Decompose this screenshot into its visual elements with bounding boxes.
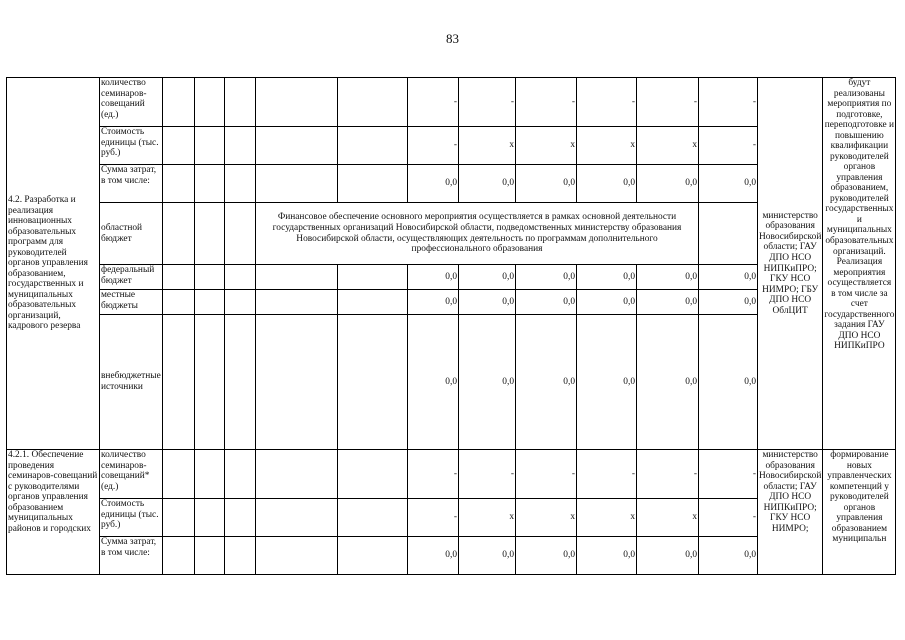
table-cell: 0,0	[459, 165, 516, 203]
table-cell: x	[637, 499, 699, 537]
table-cell: x	[516, 127, 577, 165]
table-cell: -	[699, 127, 758, 165]
table-cell: 0,0	[459, 315, 516, 450]
table-cell: 0,0	[516, 315, 577, 450]
table-cell: 0,0	[516, 537, 577, 575]
table-cell: 0,0	[459, 537, 516, 575]
table-cell: 0,0	[408, 165, 459, 203]
table-cell: -	[699, 499, 758, 537]
table-cell: 0,0	[699, 165, 758, 203]
table-cell: 0,0	[459, 265, 516, 290]
activity-title: 4.2. Разработка и реализация инновационных образовательных программ для руководителей органов управления образованием, государственных и муниципальных образовательных организаций, кадрового резерва	[7, 78, 100, 450]
table-cell: 0,0	[637, 165, 699, 203]
table-cell: 0,0	[577, 165, 637, 203]
table-cell: x	[637, 127, 699, 165]
table-cell: 0,0	[699, 265, 758, 290]
table-row	[7, 450, 896, 499]
indicator-label: количество семинаров-совещаний (ед.)	[100, 78, 163, 127]
expected-result-cell: будут реализованы мероприятия по подготовке, переподготовке и повышению квалификации руководителей органов управления образованием, руководителей государственных и муниципальных образовательных организаций. Реализация мероприятия осуществляется в том числе за счет государственного задания ГАУ ДПО НСО НИПКиПРО	[823, 78, 896, 450]
table-cell: 0,0	[408, 537, 459, 575]
table-cell: 0,0	[516, 265, 577, 290]
page-number: 83	[446, 31, 459, 46]
table-cell: -	[516, 78, 577, 127]
indicator-label: федеральный бюджет	[100, 265, 163, 290]
indicator-label: количество семинаров-совещаний* (ед.)	[100, 450, 163, 499]
indicator-label: внебюджетные источники	[100, 315, 163, 450]
executors-cell: министерство образования Новосибирской области; ГАУ ДПО НСО НИПКиПРО; ГКУ НСО НИМРО;	[758, 450, 823, 575]
executors-cell: министерство образования Новосибирской области; ГАУ ДПО НСО НИПКиПРО; ГКУ НСО НИМРО; ГБУ ДПО НСО ОблЦИТ	[758, 78, 823, 450]
table-cell: 0,0	[699, 537, 758, 575]
table-cell: x	[577, 499, 637, 537]
indicator-label: Сумма затрат, в том числе:	[100, 165, 163, 203]
table-cell: 0,0	[699, 315, 758, 450]
table-cell: 0,0	[408, 265, 459, 290]
indicator-label: Стоимость единицы (тыс. руб.)	[100, 127, 163, 165]
table-cell: -	[516, 450, 577, 499]
table-cell: -	[408, 127, 459, 165]
table-cell: -	[459, 450, 516, 499]
indicator-label: местные бюджеты	[100, 290, 163, 315]
table-cell: 0,0	[577, 265, 637, 290]
table-cell: 0,0	[577, 537, 637, 575]
table-cell: -	[637, 78, 699, 127]
table-cell: -	[408, 78, 459, 127]
table-cell: 0,0	[637, 537, 699, 575]
table-cell: x	[459, 499, 516, 537]
table-cell: -	[577, 78, 637, 127]
funding-note: Финансовое обеспечение основного мероприятия осуществляется в рамках основной деятельности государственных организаций Новосибирской области, подведомственных министерству образования Новосибирской области, осуществляющих деятельность по программам дополнительного профессионального образования	[256, 203, 699, 265]
table-cell: x	[459, 127, 516, 165]
table-cell: -	[699, 78, 758, 127]
table-row	[7, 78, 896, 127]
table-cell: -	[699, 450, 758, 499]
table-cell: 0,0	[637, 290, 699, 315]
table-cell: 0,0	[577, 290, 637, 315]
table-cell: 0,0	[408, 315, 459, 450]
activity-title: 4.2.1. Обеспечение проведения семинаров-совещаний с руководителями органов управления образованием муниципальных районов и городских	[7, 450, 100, 575]
table-cell: 0,0	[637, 315, 699, 450]
table-cell: -	[577, 450, 637, 499]
table-cell: -	[459, 78, 516, 127]
table-cell: 0,0	[516, 290, 577, 315]
table-cell: 0,0	[699, 290, 758, 315]
table-cell: 0,0	[577, 315, 637, 450]
table-cell: -	[637, 450, 699, 499]
indicator-label: областной бюджет	[100, 203, 163, 265]
table-cell: -	[408, 499, 459, 537]
table-cell: 0,0	[637, 265, 699, 290]
indicator-label: Стоимость единицы (тыс. руб.)	[100, 499, 163, 537]
table-cell: 0,0	[516, 165, 577, 203]
indicator-label: Сумма затрат, в том числе:	[100, 537, 163, 575]
table-cell: x	[577, 127, 637, 165]
program-activities-table	[6, 77, 896, 575]
table-cell: 0,0	[408, 290, 459, 315]
table-cell: 0,0	[459, 290, 516, 315]
table-cell: x	[516, 499, 577, 537]
expected-result-cell: формирование новых управленческих компетенций у руководителей органов управления образованием муниципальн	[823, 450, 896, 575]
table-cell: -	[408, 450, 459, 499]
